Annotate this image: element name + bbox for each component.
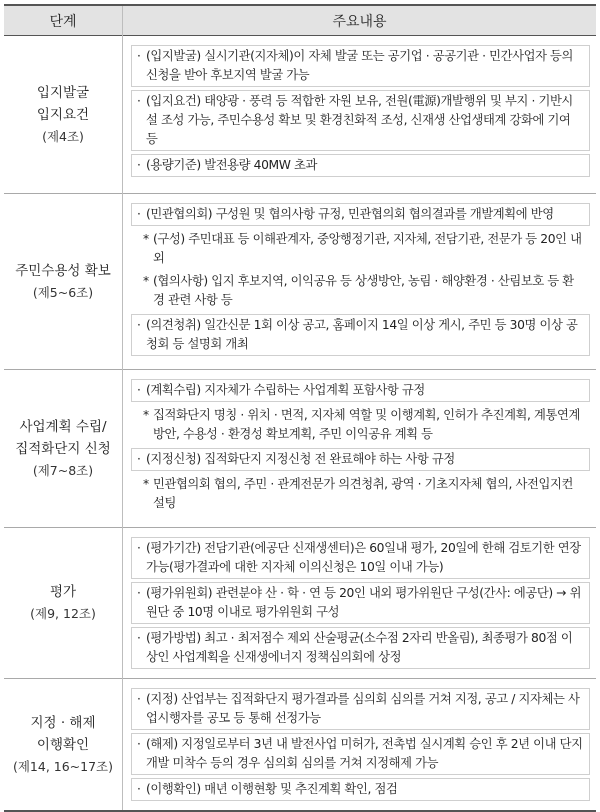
content-item: [131, 90, 590, 151]
sub-note: [131, 474, 590, 514]
bullet-icon: ·: [137, 631, 141, 645]
stage-cell: [4, 679, 123, 812]
item-text: (용량기준) 발전용량 40MW 초과: [146, 158, 317, 172]
item-text: (지정신청) 집적화단지 지정신청 전 완료해야 하는 사항 규정: [146, 452, 455, 466]
content-item: [131, 627, 590, 669]
item-text: (의견청취) 일간신문 1회 이상 공고, 홈페이지 14일 이상 게시, 주민 등 30명 이상 공청회 등 설명회 개최: [146, 318, 578, 351]
table-row: [4, 370, 596, 528]
stage-label: 지정 · 해제: [30, 714, 96, 731]
stage-cell: [4, 528, 123, 679]
stage-label: 평가: [49, 584, 77, 600]
bullet-icon: ·: [137, 49, 141, 63]
bullet-icon: ·: [137, 383, 141, 397]
stage-cell: [4, 194, 123, 370]
stage-cell: [4, 370, 123, 528]
content-item: [131, 379, 590, 402]
table-header-row: [4, 5, 596, 36]
bullet-icon: ·: [137, 207, 141, 221]
item-text: (평가방법) 최고 · 최저점수 제외 산술평균(소수점 2자리 반올림), 최종평가 80점 이상인 사업계획을 신재생에너지 정책심의회에 상정: [146, 631, 573, 664]
content-cell: [123, 679, 597, 812]
stage-cell: [4, 36, 123, 194]
item-text: (구성) 주민대표 등 이해관계자, 중앙행정기관, 지자체, 전담기관, 전문가 등 20인 내외: [153, 232, 582, 265]
bullet-icon: ·: [137, 94, 141, 108]
stage-label: 이행확인: [36, 736, 90, 753]
content-item: [131, 154, 590, 177]
stage-label: 사업계획 수립/: [19, 418, 107, 435]
asterisk-icon: *: [143, 232, 149, 246]
item-text: (입지발굴) 실시기관(지자체)이 자체 발굴 또는 공기업 · 공공기관 · 민간사업자 등의 신청을 받아 후보지역 발굴 가능: [146, 49, 574, 82]
asterisk-icon: *: [143, 408, 149, 422]
sub-note: [131, 405, 590, 445]
bullet-icon: ·: [137, 452, 141, 466]
item-text: 민관협의회 협의, 주민 · 관계전문가 의견청취, 광역 · 기초지자체 협의, 사전입지컨설팅: [153, 477, 573, 510]
table-row: [4, 194, 596, 370]
content-item: [131, 537, 590, 579]
stage-article-ref: (제4조): [42, 128, 84, 144]
stage-label: 입지발굴: [36, 84, 90, 101]
asterisk-icon: *: [143, 477, 149, 491]
stage-label: 입지요건: [36, 106, 90, 123]
item-text: (계획수립) 지자체가 수립하는 사업계획 포함사항 규정: [146, 383, 425, 397]
stage-article-ref: (제7~8조): [32, 462, 94, 478]
content-cell: [123, 194, 597, 370]
content-item: [131, 688, 590, 730]
table-row: [4, 679, 596, 812]
content-item: [131, 314, 590, 356]
asterisk-icon: *: [143, 274, 149, 288]
item-text: (민관협의회) 구성원 및 협의사항 규정, 민관협의회 협의결과를 개발계획에 반영: [146, 207, 554, 221]
sub-note: [131, 229, 590, 269]
bullet-icon: ·: [137, 692, 141, 706]
content-cell: [123, 528, 597, 679]
bullet-icon: ·: [137, 158, 141, 172]
header-stage: 단계: [4, 5, 123, 36]
item-text: (지정) 산업부는 집적화단지 평가결과를 심의회 심의를 거쳐 지정, 공고 / 지자체는 사업시행자를 공모 등 통해 선정가능: [146, 692, 580, 725]
stage-label: 주민수용성 확보: [15, 262, 111, 279]
content-item: [131, 733, 590, 775]
content-item: [131, 448, 590, 471]
item-text: (해제) 지정일로부터 3년 내 발전사업 미허가, 전촉법 실시계획 승인 후 2년 이내 단지개발 미착수 등의 경우 심의회 심의를 거쳐 지정해제 가능: [146, 737, 583, 770]
header-content: 주요내용: [123, 5, 597, 36]
stage-article-ref: (제5~6조): [32, 284, 94, 300]
stage-label: 집적화단지 신청: [15, 440, 111, 457]
content-cell: [123, 370, 597, 528]
regulation-table: [4, 4, 596, 812]
item-text: (평가기간) 전담기관(에공단 신재생센터)은 60일내 평가, 20일에 한해 검토기한 연장가능(평가결과에 대한 지자체 이의신청은 10일 이내 가능): [146, 541, 581, 574]
stage-article-ref: (제9, 12조): [30, 606, 96, 621]
item-text: (평가위원회) 관련분야 산 · 학 · 연 등 20인 내외 평가위원단 구성(간사: 에공단) → 위원단 중 10명 이내로 평가위원회 구성: [146, 586, 582, 619]
content-item: [131, 203, 590, 226]
bullet-icon: ·: [137, 541, 141, 555]
bullet-icon: ·: [137, 737, 141, 751]
content-item: [131, 778, 590, 801]
content-item: [131, 582, 590, 624]
table-row: [4, 36, 596, 194]
item-text: (협의사항) 입지 후보지역, 이익공유 등 상생방안, 농림 · 해양환경 · 산림보호 등 환경 관련 사항 등: [153, 274, 574, 307]
content-cell: [123, 36, 597, 194]
item-text: (이행확인) 매년 이행현황 및 추진계획 확인, 점검: [146, 782, 398, 796]
stage-article-ref: (제14, 16~17조): [12, 758, 114, 774]
item-text: (입지요건) 태양광 · 풍력 등 적합한 자원 보유, 전원(電源)개발행위 및 부지 · 기반시설 조성 가능, 주민수용성 확보 및 환경친화적 조성, 신재생 산업생태계 강화에 기여 등: [146, 94, 573, 146]
sub-note: [131, 271, 590, 311]
bullet-icon: ·: [137, 782, 141, 796]
table-body: [4, 36, 596, 812]
table-row: [4, 528, 596, 679]
item-text: 집적화단지 명칭 · 위치 · 면적, 지자체 역할 및 이행계획, 인허가 추진계획, 계통연계방안, 수용성 · 환경성 확보계획, 주민 이익공유 계획 등: [153, 408, 580, 441]
bullet-icon: ·: [137, 318, 141, 332]
content-item: [131, 45, 590, 87]
bullet-icon: ·: [137, 586, 141, 600]
